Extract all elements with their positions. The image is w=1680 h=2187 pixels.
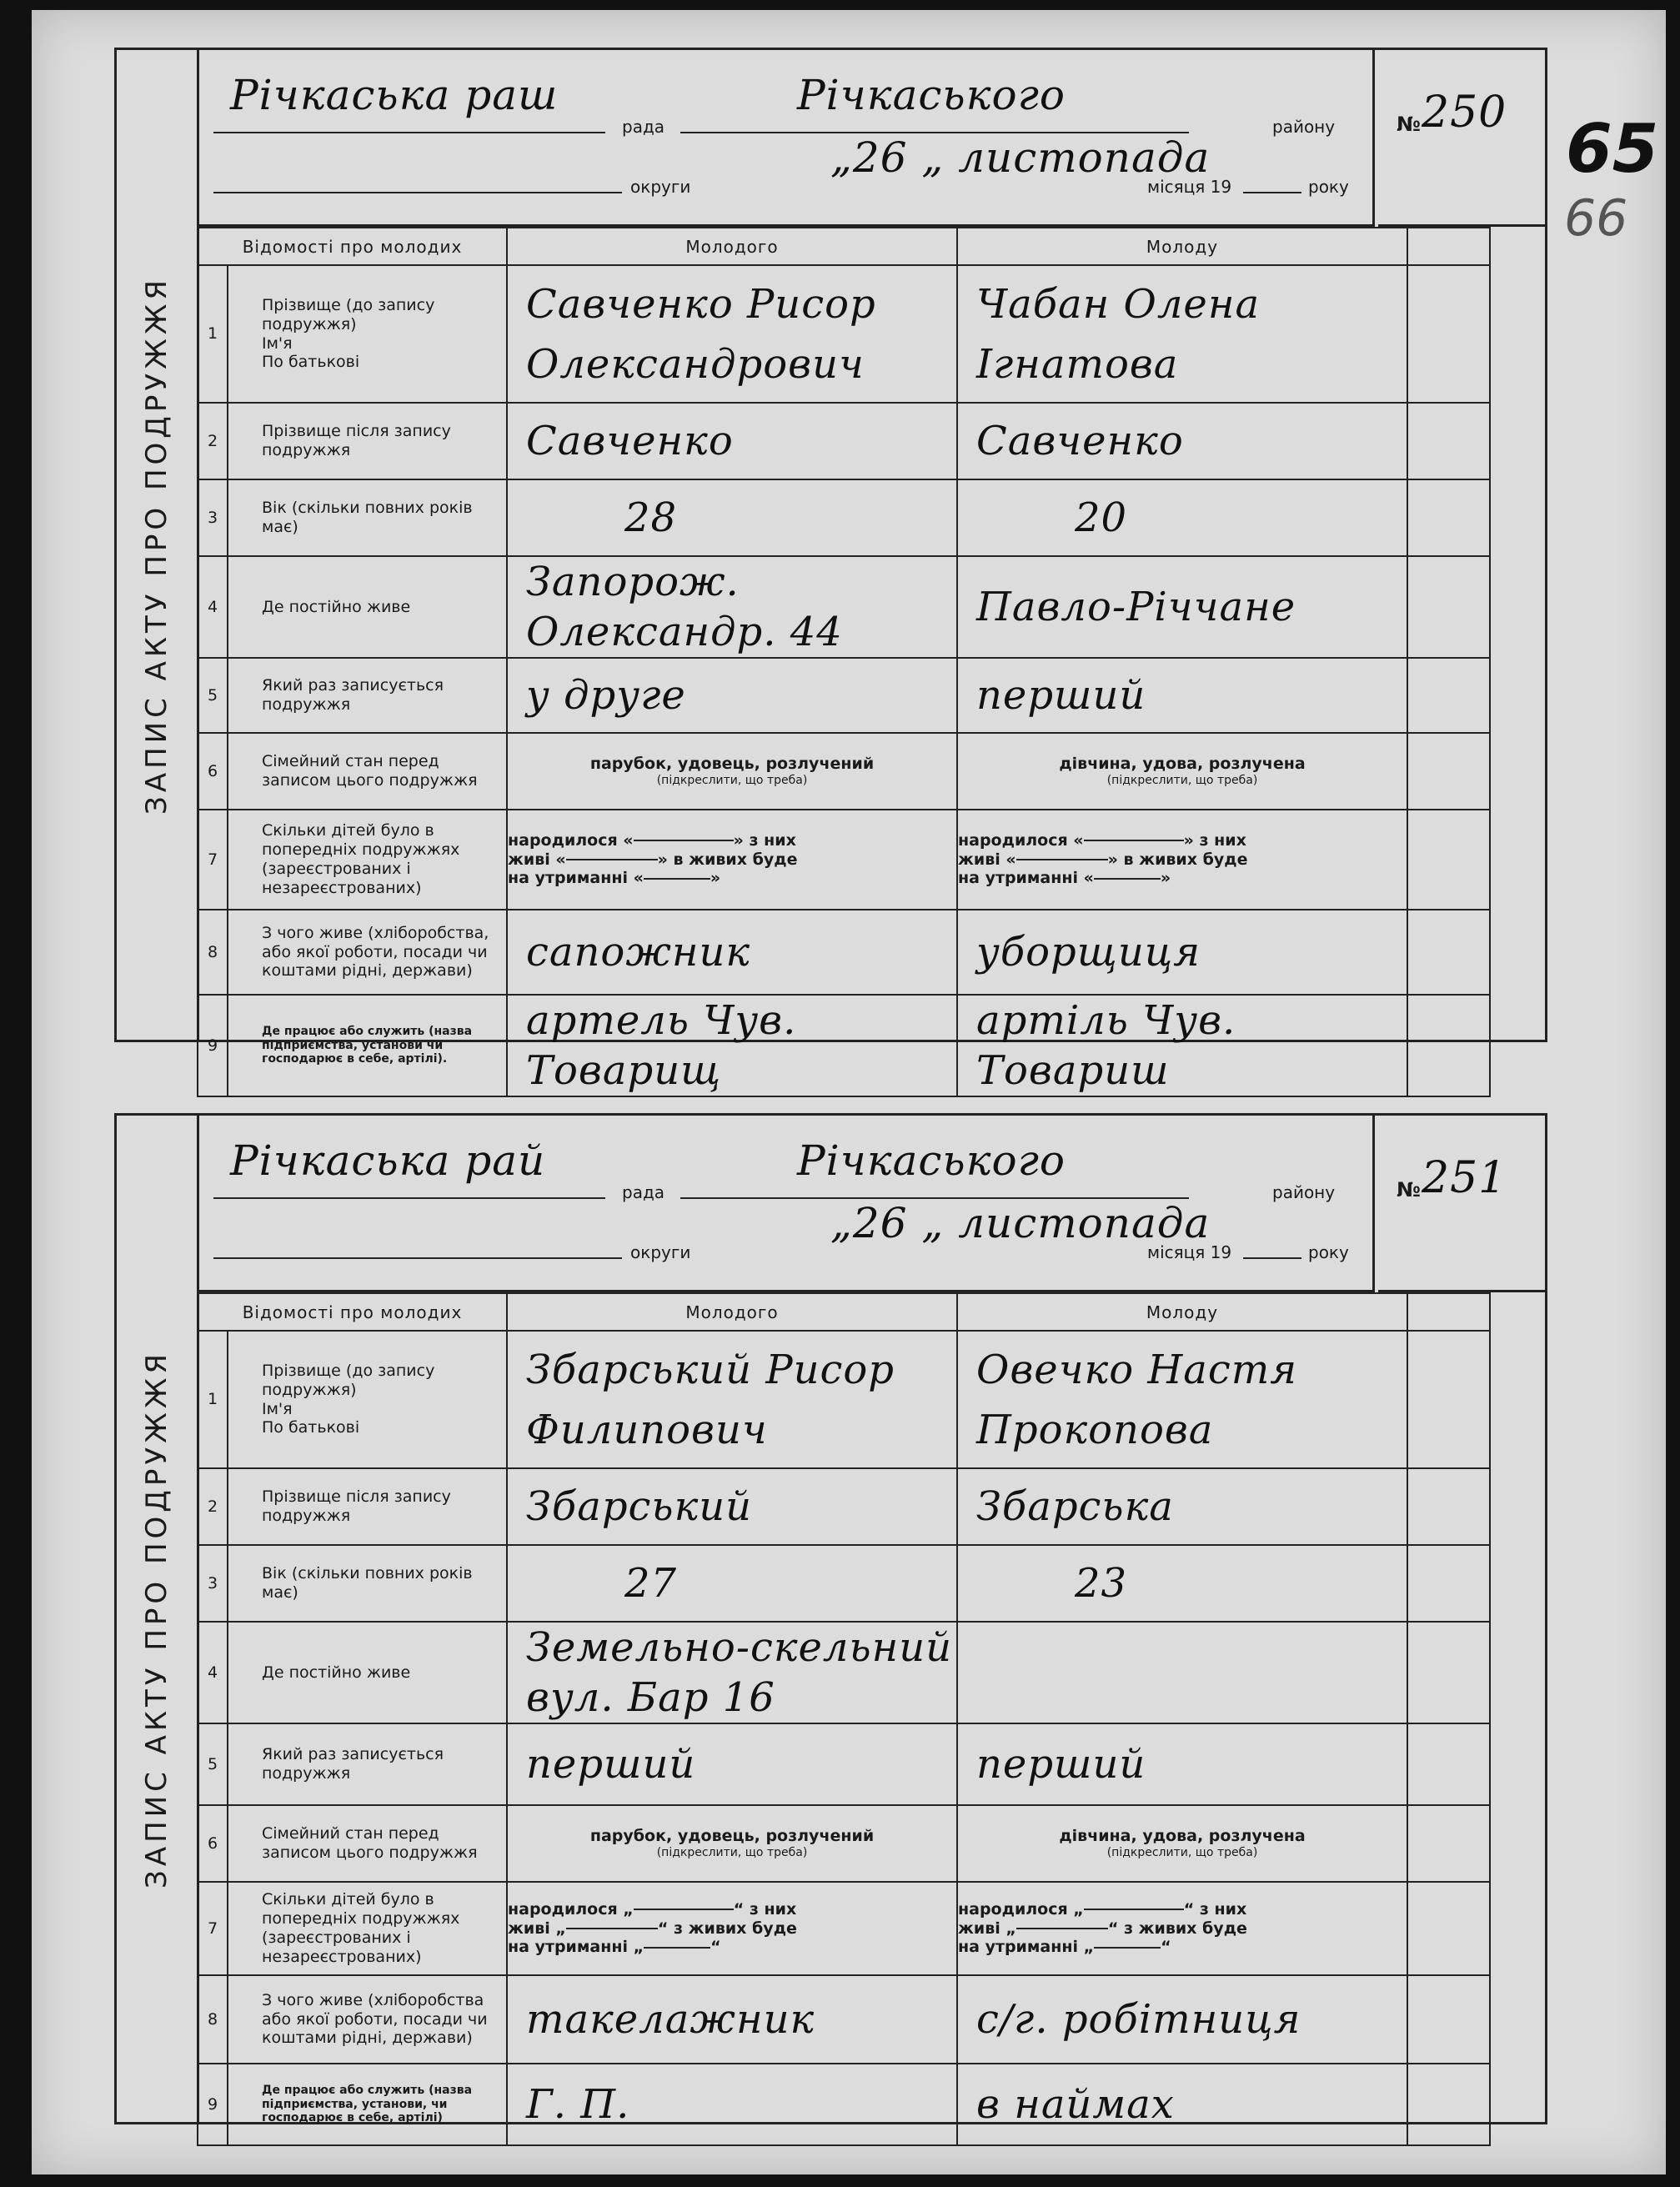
groom-handwritten: Земельно-скельний вул. Бар 16 xyxy=(526,1624,953,1721)
of-them-label: » з них xyxy=(733,830,796,850)
rayon-label: району xyxy=(1272,117,1336,137)
bride-value xyxy=(957,910,1407,995)
marital-options: парубок, удовець, розлучений xyxy=(589,1827,875,1846)
table-row xyxy=(198,1468,1490,1545)
bride-value xyxy=(957,265,1407,403)
born-label: народилося « xyxy=(958,830,1084,850)
groom-value xyxy=(507,556,957,658)
alive-future-label: “ з живих буде xyxy=(657,1919,797,1938)
record-number: 251 xyxy=(1422,1153,1507,1203)
blank-line xyxy=(644,878,710,880)
bride-value xyxy=(957,1723,1407,1805)
month-year-label: місяця 19 xyxy=(1147,1242,1232,1262)
date-handwritten: „26 „ листопада xyxy=(830,1199,1211,1247)
groom-handwritten: Збарський xyxy=(526,1483,753,1530)
groom-value xyxy=(507,403,957,479)
bride-handwritten: Збарська xyxy=(976,1483,1174,1530)
header-fields xyxy=(197,50,1375,227)
row-label: Сімейний стан перед записом цього подружжя xyxy=(228,1805,507,1882)
table-row xyxy=(198,995,1490,1096)
rayon-label: району xyxy=(1272,1182,1336,1202)
underline-hint: (підкреслити, що треба) xyxy=(656,1846,808,1859)
underline-hint: (підкреслити, що треба) xyxy=(1106,774,1258,787)
blank-line xyxy=(566,859,658,860)
row-extra-cell xyxy=(1407,1805,1490,1882)
row-extra-cell xyxy=(1407,403,1490,479)
number-prefix: № xyxy=(1397,1178,1421,1201)
supported-label: на утриманні « xyxy=(508,869,644,888)
bride-handwritten: в наймах xyxy=(976,2081,1175,2128)
row-extra-cell xyxy=(1407,1882,1490,1975)
row-number: 4 xyxy=(198,1622,228,1723)
marital-status-groom xyxy=(507,733,957,810)
blank-line xyxy=(1084,1909,1184,1910)
groom-handwritten: 28 xyxy=(624,494,678,541)
rada-line xyxy=(213,132,605,133)
underline-hint: (підкреслити, що треба) xyxy=(1106,1846,1258,1859)
row-number: 8 xyxy=(198,910,228,995)
bride-handwritten: перший xyxy=(976,672,1146,719)
row-extra-cell xyxy=(1407,1331,1490,1468)
marital-status-bride xyxy=(957,1805,1407,1882)
bride-handwritten: Савченко xyxy=(976,418,1184,464)
page-number-old: 65 xyxy=(1566,110,1659,188)
marital-status-groom xyxy=(507,1805,957,1882)
table-row xyxy=(198,1723,1490,1805)
marital-options: дівчина, удова, розлучена xyxy=(1059,1827,1306,1846)
rada-handwritten: Річкаська рай xyxy=(230,1136,546,1185)
col-header-bride: Молоду xyxy=(957,1293,1407,1331)
groom-handwritten: Г. П. xyxy=(526,2081,630,2128)
alive-label: живі „ xyxy=(508,1919,566,1938)
children-groom xyxy=(507,810,957,910)
row-number: 3 xyxy=(198,479,228,556)
table-row xyxy=(198,265,1490,403)
children-bride xyxy=(957,1882,1407,1975)
row-extra-cell xyxy=(1407,810,1490,910)
year-line xyxy=(1243,192,1301,193)
marital-options: парубок, удовець, розлучений xyxy=(589,755,875,774)
groom-value xyxy=(507,1331,957,1468)
groom-value xyxy=(507,1622,957,1723)
row-extra-cell xyxy=(1407,1622,1490,1723)
bride-handwritten: перший xyxy=(976,1741,1146,1788)
blank-line xyxy=(634,840,734,841)
record-table xyxy=(197,227,1491,1097)
bride-value xyxy=(957,1545,1407,1622)
page-number-new: 66 xyxy=(1564,189,1628,248)
row-number: 3 xyxy=(198,1545,228,1622)
groom-handwritten: артель Чув. Товарищ xyxy=(526,997,797,1094)
row-label: Де працює або служить (назва підприємства, установи чи господарює в себе, артілі). xyxy=(228,995,507,1096)
blank-line xyxy=(1094,878,1161,880)
row-extra-cell xyxy=(1407,2064,1490,2145)
marital-status-bride xyxy=(957,733,1407,810)
row-number: 6 xyxy=(198,733,228,810)
bride-handwritten: Овечко Настя Прокопова xyxy=(976,1346,1298,1453)
bride-handwritten: с/г. робітниця xyxy=(976,1996,1301,2043)
row-label: Де постійно живе xyxy=(228,556,507,658)
record-header xyxy=(197,50,1545,227)
row-number: 9 xyxy=(198,2064,228,2145)
groom-handwritten: Савченко Рисор Олександрович xyxy=(526,280,876,388)
row-number: 1 xyxy=(198,265,228,403)
groom-value xyxy=(507,995,957,1096)
groom-handwritten: 27 xyxy=(624,1560,678,1607)
record-header xyxy=(197,1116,1545,1292)
marriage-record xyxy=(114,1113,1547,2128)
rada-line xyxy=(213,1197,605,1199)
row-extra-cell xyxy=(1407,479,1490,556)
groom-value xyxy=(507,1975,957,2064)
table-row xyxy=(198,1622,1490,1723)
row-label: З чого живе (хліборобства, або якої роботи, посади чи коштами рідні, держави) xyxy=(228,910,507,995)
row-label: Де постійно живе xyxy=(228,1622,507,1723)
record-number-box xyxy=(1378,1116,1545,1292)
row-extra-cell xyxy=(1407,733,1490,810)
rayon-handwritten: Річкаського xyxy=(797,71,1066,119)
col-header-groom: Молодого xyxy=(507,1293,957,1331)
row-extra-cell xyxy=(1407,265,1490,403)
record-number: 250 xyxy=(1422,88,1507,138)
okruh-line xyxy=(213,192,622,193)
row-number: 7 xyxy=(198,810,228,910)
blank-line xyxy=(1084,840,1184,841)
row-label: Який раз записується подружжя xyxy=(228,1723,507,1805)
table-row xyxy=(198,1331,1490,1468)
table-row xyxy=(198,1545,1490,1622)
blank-line xyxy=(1016,1928,1108,1929)
col-header-info: Відомості про молодих xyxy=(198,1293,507,1331)
blank-line xyxy=(634,1909,734,1910)
bride-handwritten: 20 xyxy=(1075,494,1128,541)
table-header-row xyxy=(198,1293,1490,1331)
born-label: народилося „ xyxy=(508,1899,634,1919)
born-label: народилося „ xyxy=(958,1899,1084,1919)
row-number: 2 xyxy=(198,403,228,479)
col-header-info: Відомості про молодих xyxy=(198,228,507,265)
row-number: 2 xyxy=(198,1468,228,1545)
row-label: З чого живе (хліборобства або якої роботи, посади чи коштами рідні, держави) xyxy=(228,1975,507,2064)
groom-handwritten: перший xyxy=(526,1741,696,1788)
side-title-text: ЗАПИС АКТУ ПРО ПОДРУЖЖЯ xyxy=(140,1349,173,1889)
close-quote: » xyxy=(710,869,721,888)
supported-label: на утриманні „ xyxy=(508,1938,644,1957)
children-groom xyxy=(507,1882,957,1975)
table-row xyxy=(198,1805,1490,1882)
row-label: Прізвище (до запису подружжя) Ім'я По батькові xyxy=(228,1331,507,1468)
table-row xyxy=(198,658,1490,733)
table-row xyxy=(198,1882,1490,1975)
alive-label: живі « xyxy=(958,850,1016,869)
groom-value xyxy=(507,910,957,995)
row-label: Прізвище після запису подружжя xyxy=(228,1468,507,1545)
of-them-label: » з них xyxy=(1183,830,1246,850)
groom-value xyxy=(507,1545,957,1622)
side-title-text: ЗАПИС АКТУ ПРО ПОДРУЖЖЯ xyxy=(140,275,173,815)
bride-value xyxy=(957,1331,1407,1468)
record-number-box xyxy=(1378,50,1545,227)
row-number: 5 xyxy=(198,658,228,733)
groom-handwritten: Збарський Рисор Филипович xyxy=(526,1346,895,1453)
row-extra-cell xyxy=(1407,995,1490,1096)
rada-handwritten: Річкаська раш xyxy=(230,71,559,119)
record-side-title xyxy=(117,1116,199,2122)
table-row xyxy=(198,2064,1490,2145)
bride-handwritten: уборщиця xyxy=(976,929,1201,976)
row-label: Сімейний стан перед записом цього подружжя xyxy=(228,733,507,810)
alive-future-label: “ з живих буде xyxy=(1107,1919,1247,1938)
underline-hint: (підкреслити, що треба) xyxy=(656,774,808,787)
row-extra-cell xyxy=(1407,1545,1490,1622)
groom-value xyxy=(507,1723,957,1805)
row-extra-cell xyxy=(1407,1468,1490,1545)
bride-handwritten: Павло-Річчане xyxy=(976,584,1296,630)
row-number: 5 xyxy=(198,1723,228,1805)
row-label: Вік (скільки повних років має) xyxy=(228,479,507,556)
close-quote: “ xyxy=(710,1938,721,1957)
year-line xyxy=(1243,1257,1301,1259)
row-extra-cell xyxy=(1407,910,1490,995)
groom-value xyxy=(507,265,957,403)
table-row xyxy=(198,403,1490,479)
row-number: 4 xyxy=(198,556,228,658)
row-number: 7 xyxy=(198,1882,228,1975)
row-label: Скільки дітей було в попередніх подружжях (зареєстрованих і незареєстрованих) xyxy=(228,1882,507,1975)
col-header-groom: Молодого xyxy=(507,228,957,265)
marital-options: дівчина, удова, розлучена xyxy=(1059,755,1306,774)
groom-value xyxy=(507,1468,957,1545)
children-bride xyxy=(957,810,1407,910)
groom-handwritten: сапожник xyxy=(526,929,751,976)
table-row xyxy=(198,810,1490,910)
alive-label: живі « xyxy=(508,850,566,869)
row-extra-cell xyxy=(1407,1975,1490,2064)
month-year-label: місяця 19 xyxy=(1147,177,1232,197)
rayon-handwritten: Річкаського xyxy=(797,1136,1066,1185)
blank-line xyxy=(644,1947,710,1949)
table-row xyxy=(198,479,1490,556)
number-prefix: № xyxy=(1397,113,1421,136)
groom-handwritten: Запорож. Олександр. 44 xyxy=(526,559,843,655)
table-row xyxy=(198,733,1490,810)
record-table xyxy=(197,1292,1491,2146)
bride-handwritten: Чабан Олена Ігнатова xyxy=(976,280,1261,388)
rada-label: рада xyxy=(622,1182,665,1202)
bride-value xyxy=(957,556,1407,658)
alive-future-label: » в живих буде xyxy=(1107,850,1248,869)
row-label: Вік (скільки повних років має) xyxy=(228,1545,507,1622)
record-side-title xyxy=(117,50,199,1040)
row-number: 9 xyxy=(198,995,228,1096)
row-extra-cell xyxy=(1407,1723,1490,1805)
rada-label: рада xyxy=(622,117,665,137)
groom-value xyxy=(507,479,957,556)
bride-value xyxy=(957,2064,1407,2145)
okruh-label: округи xyxy=(630,1242,691,1262)
row-number: 1 xyxy=(198,1331,228,1468)
groom-value xyxy=(507,658,957,733)
row-label: Де працює або служить (назва підприємства, установи, чи господарює в себе, артілі) xyxy=(228,2064,507,2145)
col-header-extra xyxy=(1407,228,1490,265)
table-row xyxy=(198,1975,1490,2064)
row-label: Який раз записується подружжя xyxy=(228,658,507,733)
row-number: 6 xyxy=(198,1805,228,1882)
alive-label: живі „ xyxy=(958,1919,1016,1938)
blank-line xyxy=(1016,859,1108,860)
groom-handwritten: у друге xyxy=(526,672,686,719)
year-label: року xyxy=(1308,177,1349,197)
supported-label: на утриманні „ xyxy=(958,1938,1095,1957)
close-quote: “ xyxy=(1161,1938,1171,1957)
supported-label: на утриманні « xyxy=(958,869,1094,888)
bride-handwritten: 23 xyxy=(1075,1560,1128,1607)
bride-value xyxy=(957,1468,1407,1545)
year-label: року xyxy=(1308,1242,1349,1262)
header-fields xyxy=(197,1116,1375,1292)
row-label: Прізвище (до запису подружжя) Ім'я По батькові xyxy=(228,265,507,403)
bride-value xyxy=(957,479,1407,556)
bride-value xyxy=(957,1975,1407,2064)
row-extra-cell xyxy=(1407,658,1490,733)
col-header-extra xyxy=(1407,1293,1490,1331)
bride-value xyxy=(957,658,1407,733)
born-label: народилося « xyxy=(508,830,634,850)
date-handwritten: „26 „ листопада xyxy=(830,133,1211,182)
marriage-record xyxy=(114,48,1547,1094)
okruh-label: округи xyxy=(630,177,691,197)
groom-handwritten: Савченко xyxy=(526,418,734,464)
bride-handwritten: артіль Чув. Товариш xyxy=(976,997,1236,1094)
col-header-bride: Молоду xyxy=(957,228,1407,265)
close-quote: » xyxy=(1160,869,1171,888)
row-number: 8 xyxy=(198,1975,228,2064)
okruh-line xyxy=(213,1257,622,1259)
bride-value xyxy=(957,403,1407,479)
row-label: Скільки дітей було в попередніх подружжях (зареєстрованих і незареєстрованих) xyxy=(228,810,507,910)
bride-value xyxy=(957,1622,1407,1723)
row-extra-cell xyxy=(1407,556,1490,658)
table-row xyxy=(198,556,1490,658)
table-row xyxy=(198,910,1490,995)
row-label: Прізвище після запису подружжя xyxy=(228,403,507,479)
of-them-label: “ з них xyxy=(1183,1899,1247,1919)
groom-value xyxy=(507,2064,957,2145)
blank-line xyxy=(566,1928,658,1929)
groom-handwritten: такелажник xyxy=(526,1996,815,2043)
alive-future-label: » в живих буде xyxy=(657,850,798,869)
table-header-row xyxy=(198,228,1490,265)
blank-line xyxy=(1094,1947,1161,1949)
bride-value xyxy=(957,995,1407,1096)
of-them-label: “ з них xyxy=(733,1899,797,1919)
